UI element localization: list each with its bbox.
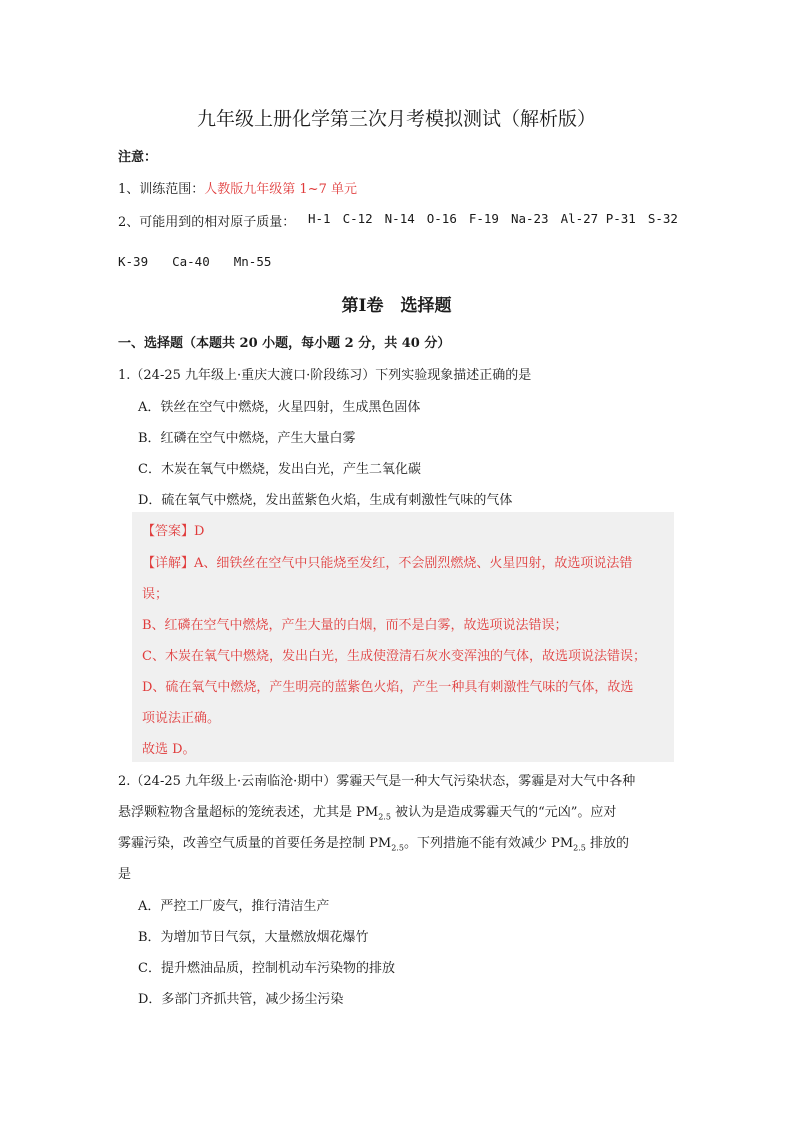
q1-option-b: B．红磷在空气中燃烧，产生大量白雾 [138,431,356,446]
q1-option-a: A．铁丝在空气中燃烧，火星四射，生成黑色固体 [138,400,421,415]
atom-h: H-1 [308,211,331,226]
atom-mn: Mn-55 [233,254,272,269]
atom-s: S-32 [647,211,678,226]
detail-label: 【详解】 [142,556,195,571]
q2-option-d: D．多部门齐抓共管，减少扬尘污染 [138,992,344,1007]
atoms-line-2 [118,254,271,269]
q2-pm-sub-3: 2.5 [573,843,586,853]
atom-al-p: Al-27 P-31 [560,211,636,226]
notice-2-prefix: 2、可能用到的相对原子质量： [118,215,296,230]
q1-detail-1b: 误； [142,587,169,602]
q2-line-2a: 悬浮颗粒物含量超标的笼统表述，尤其是 PM [118,805,379,820]
q2-option-a: A．严控工厂废气，推行清洁生产 [138,899,330,914]
q1-detail-3: C、木炭在氧气中燃烧，发出白光，生成使澄清石灰水变浑浊的气体，故选项说法错误； [142,649,646,664]
q2-pm-sub-1: 2.5 [378,812,391,822]
q1-option-c: C．木炭在氧气中燃烧，发出白光，产生二氧化碳 [138,462,421,477]
atom-n: N-14 [384,211,415,226]
q1-detail-2: B、红磷在空气中燃烧，产生大量的白烟，而不是白雾，故选项说法错误； [142,618,568,633]
q1-detail-1 [142,552,632,571]
q1-conclusion: 故选 D。 [142,742,196,757]
atoms-line-1 [308,211,678,226]
page-title: 九年级上册化学第三次月考模拟测试（解析版） [196,108,596,130]
q1-detail-4b: 项说法正确。 [142,711,221,726]
q2-line-3c: 排放的 [585,836,630,851]
notice-label: 注意： [118,150,158,165]
q2-line-4: 是 [118,867,132,882]
notice-1 [118,178,357,197]
q2-pm-sub-2: 2.5 [391,843,404,853]
q2-line-1: 2.（24-25 九年级上·云南临沧·期中）雾霾天气是一种大气污染状态，雾霾是对大气中各种 [118,774,636,789]
q2-line-2b: 被认为是造成雾霾天气的“元凶”。应对 [390,805,617,820]
q1-stem: 1.（24-25 九年级上·重庆大渡口·阶段练习）下列实验现象描述正确的是 [118,368,532,383]
atom-k: K-39 [118,254,149,269]
q2-line-3b: 。下列措施不能有效减少 PM [403,836,574,851]
notice-1-prefix: 1、训练范围： [118,182,205,197]
atom-f: F-19 [468,211,499,226]
q2-line-3a: 雾霾污染，改善空气质量的首要任务是控制 PM [118,836,392,851]
q2-option-b: B．为增加节日气氛，大量燃放烟花爆竹 [138,930,369,945]
atom-na: Na-23 [510,211,549,226]
atom-c: C-12 [342,211,373,226]
q2-option-c: C．提升燃油品质，控制机动车污染物的排放 [138,961,395,976]
q1-option-d: D．硫在氧气中燃烧，发出蓝紫色火焰，生成有刺激性气味的气体 [138,493,513,508]
q1-detail-4: D、硫在氧气中燃烧，产生明亮的蓝紫色火焰，产生一种具有刺激性气味的气体，故选 [142,680,634,695]
q2-line-2 [118,801,616,822]
atom-o: O-16 [426,211,457,226]
part-title: 一、选择题（本题共 20 小题，每小题 2 分，共 40 分） [118,336,451,351]
q2-line-3 [118,832,629,853]
q1-answer: 【答案】D [142,524,205,539]
section-title: 第Ⅰ卷 选择题 [341,296,452,316]
atom-ca: Ca-40 [172,254,210,269]
notice-1-range: 人教版九年级第 1~7 单元 [204,182,357,197]
detail-1-text: A、细铁丝在空气中只能烧至发红，不会剧烈燃烧、火星四射，故选项说法错 [194,556,633,571]
